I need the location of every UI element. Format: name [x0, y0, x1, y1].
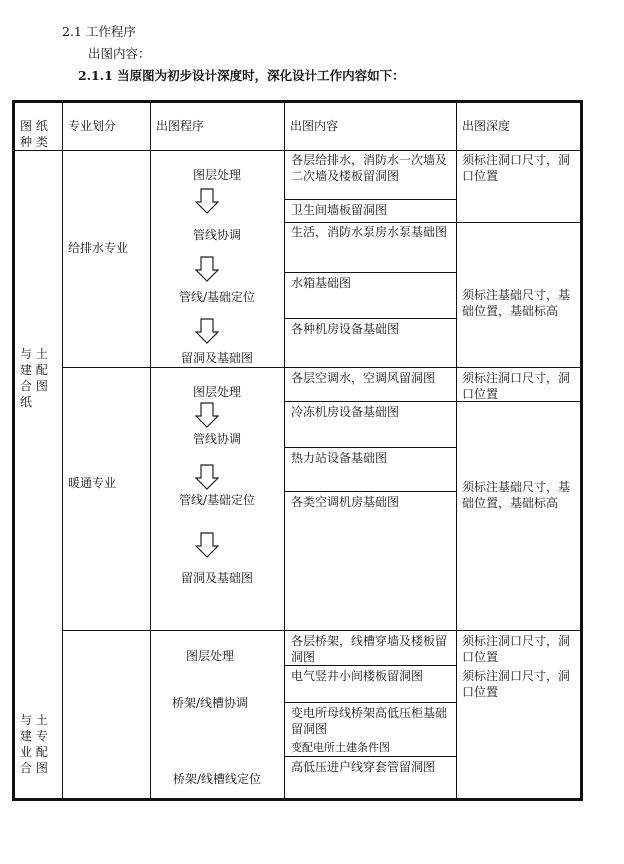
- table-border-right: [580, 100, 583, 801]
- plumbing-depth-1: 须标注洞口尺寸，洞口位置: [462, 153, 571, 183]
- section-heading: 2.1 工作程序: [62, 24, 136, 39]
- electrical-step-1: 图层处理: [185, 649, 234, 663]
- plumbing-step-2: 管线协调: [192, 228, 241, 242]
- col-line-4: [456, 100, 457, 800]
- row-line: [284, 272, 456, 273]
- electrical-content-3: 变电所母线桥架高低压柜基础留洞图: [291, 706, 448, 736]
- plumbing-content-4: 水箱基础图: [291, 276, 352, 290]
- down-arrow-icon: [195, 464, 219, 490]
- row-line: [284, 318, 456, 319]
- table-border-bottom: [12, 798, 583, 801]
- plumbing-content-1: 各层给排水，消防水一次墙及二次墙及楼板留洞图: [291, 153, 448, 183]
- hvac-step-1: 图层处理: [192, 385, 241, 399]
- plumbing-step-3: 管线/基础定位: [178, 290, 256, 304]
- table-border-top: [12, 100, 583, 103]
- hvac-depth-1: 须标注洞口尺寸，洞口位置: [462, 371, 571, 401]
- header-procedure: 出图程序: [156, 119, 205, 133]
- group1-type: 与 土 建 配 合 图 纸: [20, 347, 48, 409]
- down-arrow-icon: [195, 256, 219, 282]
- row-line: [284, 199, 456, 200]
- col-line-1: [62, 100, 63, 800]
- header-depth: 出图深度: [462, 119, 511, 133]
- item-heading: 2.1.1 当原图为初步设计深度时，深化设计工作内容如下：: [78, 68, 405, 83]
- row-line: [284, 222, 582, 223]
- header-specialty: 专业划分: [68, 119, 117, 133]
- electrical-content-4: 变配电所土建条件图: [291, 741, 390, 754]
- electrical-content-2: 电气竖井小间楼板留洞图: [291, 669, 424, 683]
- row-line: [284, 447, 456, 448]
- table-border-left: [12, 100, 15, 801]
- hvac-step-2: 管线协调: [192, 432, 241, 446]
- hvac-content-4: 各类空调机房基础图: [291, 495, 400, 509]
- plumbing-step-4: 留洞及基础图: [180, 351, 253, 365]
- row-line: [284, 756, 456, 757]
- col-line-3: [284, 100, 285, 800]
- electrical-depth-1: 须标注洞口尺寸，洞口位置: [462, 634, 571, 664]
- plumbing-content-3: 生活，消防水泵房水泵基础图: [291, 225, 448, 239]
- down-arrow-icon: [195, 318, 219, 344]
- row-line: [284, 702, 456, 703]
- plumbing-depth-2: 须标注基础尺寸，基础位置，基础标高: [462, 288, 571, 318]
- hvac-content-1: 各层空调水，空调风留洞图: [291, 371, 436, 385]
- electrical-content-5: 高低压进户线穿套管留洞图: [291, 760, 436, 774]
- specialty-plumbing: 给排水专业: [68, 241, 129, 255]
- electrical-step-3: 桥架/线槽线定位: [172, 772, 262, 786]
- hvac-depth-2: 须标注基础尺寸，基础位置，基础标高: [462, 480, 571, 510]
- plumbing-content-2: 卫生间墙板留洞图: [291, 203, 388, 217]
- down-arrow-icon: [195, 188, 219, 214]
- electrical-content-1: 各层桥架，线槽穿墙及楼板留洞图: [291, 634, 448, 664]
- plumbing-content-5: 各种机房设备基础图: [291, 322, 400, 336]
- header-content: 出图内容: [290, 119, 339, 133]
- electrical-step-2: 桥架/线槽协调: [171, 696, 249, 710]
- hvac-step-3: 管线/基础定位: [178, 493, 256, 507]
- header-line: [12, 150, 582, 151]
- row-line: [284, 665, 456, 666]
- hvac-content-3: 热力站设备基础图: [291, 451, 388, 465]
- electrical-depth-2: 须标注洞口尺寸，洞口位置: [462, 669, 571, 699]
- section-line: [62, 367, 582, 368]
- header-type: 图 纸 种 类: [20, 119, 48, 149]
- hvac-step-4: 留洞及基础图: [180, 571, 253, 585]
- down-arrow-icon: [195, 532, 219, 558]
- section-line: [62, 630, 582, 631]
- hvac-content-2: 冷冻机房设备基础图: [291, 405, 400, 419]
- group2-type: 与 土 建 专 业 配 合 图: [20, 713, 48, 775]
- specialty-hvac: 暖通专业: [68, 476, 117, 490]
- row-line: [284, 491, 456, 492]
- plumbing-step-1: 图层处理: [192, 168, 241, 182]
- sub-heading: 出图内容：: [88, 46, 151, 61]
- down-arrow-icon: [195, 402, 219, 428]
